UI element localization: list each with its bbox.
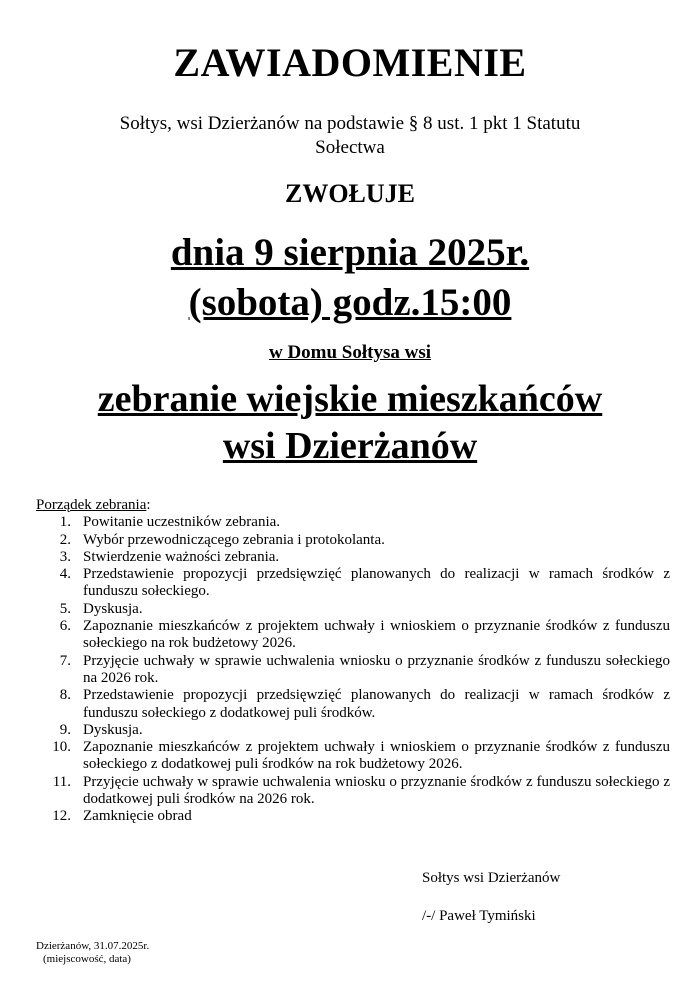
footer-place-date-block (36, 940, 149, 966)
footer-place-date: Dzierżanów, 31.07.2025r. (36, 940, 150, 952)
document-title: ZAWIADOMIENIE (173, 40, 527, 85)
agenda (36, 497, 670, 826)
meeting-place: w Domu Sołtysa wsi (268, 342, 432, 363)
agenda-item: 3. Stwierdzenie ważności zebrania. (59, 548, 280, 565)
purpose-line-1: zebranie wiejskie mieszkańców (97, 378, 603, 420)
signature-title: Sołtys wsi Dzierżanów (422, 870, 561, 886)
meeting-datetime (0, 228, 700, 328)
agenda-item: 1. Powitanie uczestników zebrania. (59, 514, 281, 531)
meeting-time: (sobota) godz.15:00 (188, 281, 512, 324)
agenda-item: 10. Zapoznanie mieszkańców z projektem uchwały i wnioskiem o przyznanie środków z funduszu sołeckiego z dodatkowej puli środków na rok budżetowy 2026. (52, 739, 670, 773)
purpose-line-2: wsi Dzierżanów (222, 425, 478, 467)
intro-line-1: Sołtys, wsi Dzierżanów na podstawie § 8 ust. 1 pkt 1 Statutu (119, 113, 581, 134)
agenda-item: 4. Przedstawienie propozycji przedsięwzięć planowanych do realizacji w ramach środków z funduszu sołeckiego. (59, 566, 670, 600)
agenda-item: 5. Dyskusja. (59, 600, 143, 617)
agenda-item: 7. Przyjęcie uchwały w sprawie uchwalenia wniosku o przyznanie środków z funduszu sołeckiego na 2026 rok. (59, 652, 670, 686)
agenda-item: 6. Zapoznanie mieszkańców z projektem uchwały i wnioskiem o przyznanie środków z funduszu sołeckiego na rok budżetowy 2026. (59, 618, 670, 652)
intro-line-2: Sołectwa (315, 137, 385, 158)
agenda-item: 11. Przyjęcie uchwały w sprawie uchwalenia wniosku o przyznanie środków z funduszu sołeckiego z dodatkowej puli środków na 2026 rok. (52, 773, 670, 808)
convene-heading: ZWOŁUJE (284, 179, 416, 208)
agenda-item: 8. Przedstawienie propozycji przedsięwzięć planowanych do realizacji w ramach środków z funduszu sołeckiego z dodatkowej puli środków. (59, 687, 670, 721)
agenda-item: 2. Wybór przewodniczącego zebrania i protokolanta. (59, 531, 385, 548)
agenda-list (36, 514, 670, 825)
meeting-date: dnia 9 sierpnia 2025r. (170, 231, 530, 274)
agenda-item: 12. Zamknięcie obrad (52, 808, 192, 825)
meeting-purpose (0, 376, 700, 470)
intro-text (50, 112, 650, 160)
footer-caption: (miejscowość, data) (43, 953, 131, 965)
agenda-item: 9. Dyskusja. (59, 721, 143, 738)
agenda-heading: Porządek zebrania: (36, 497, 151, 513)
signature-name: /-/ Paweł Tymiński (422, 908, 536, 924)
